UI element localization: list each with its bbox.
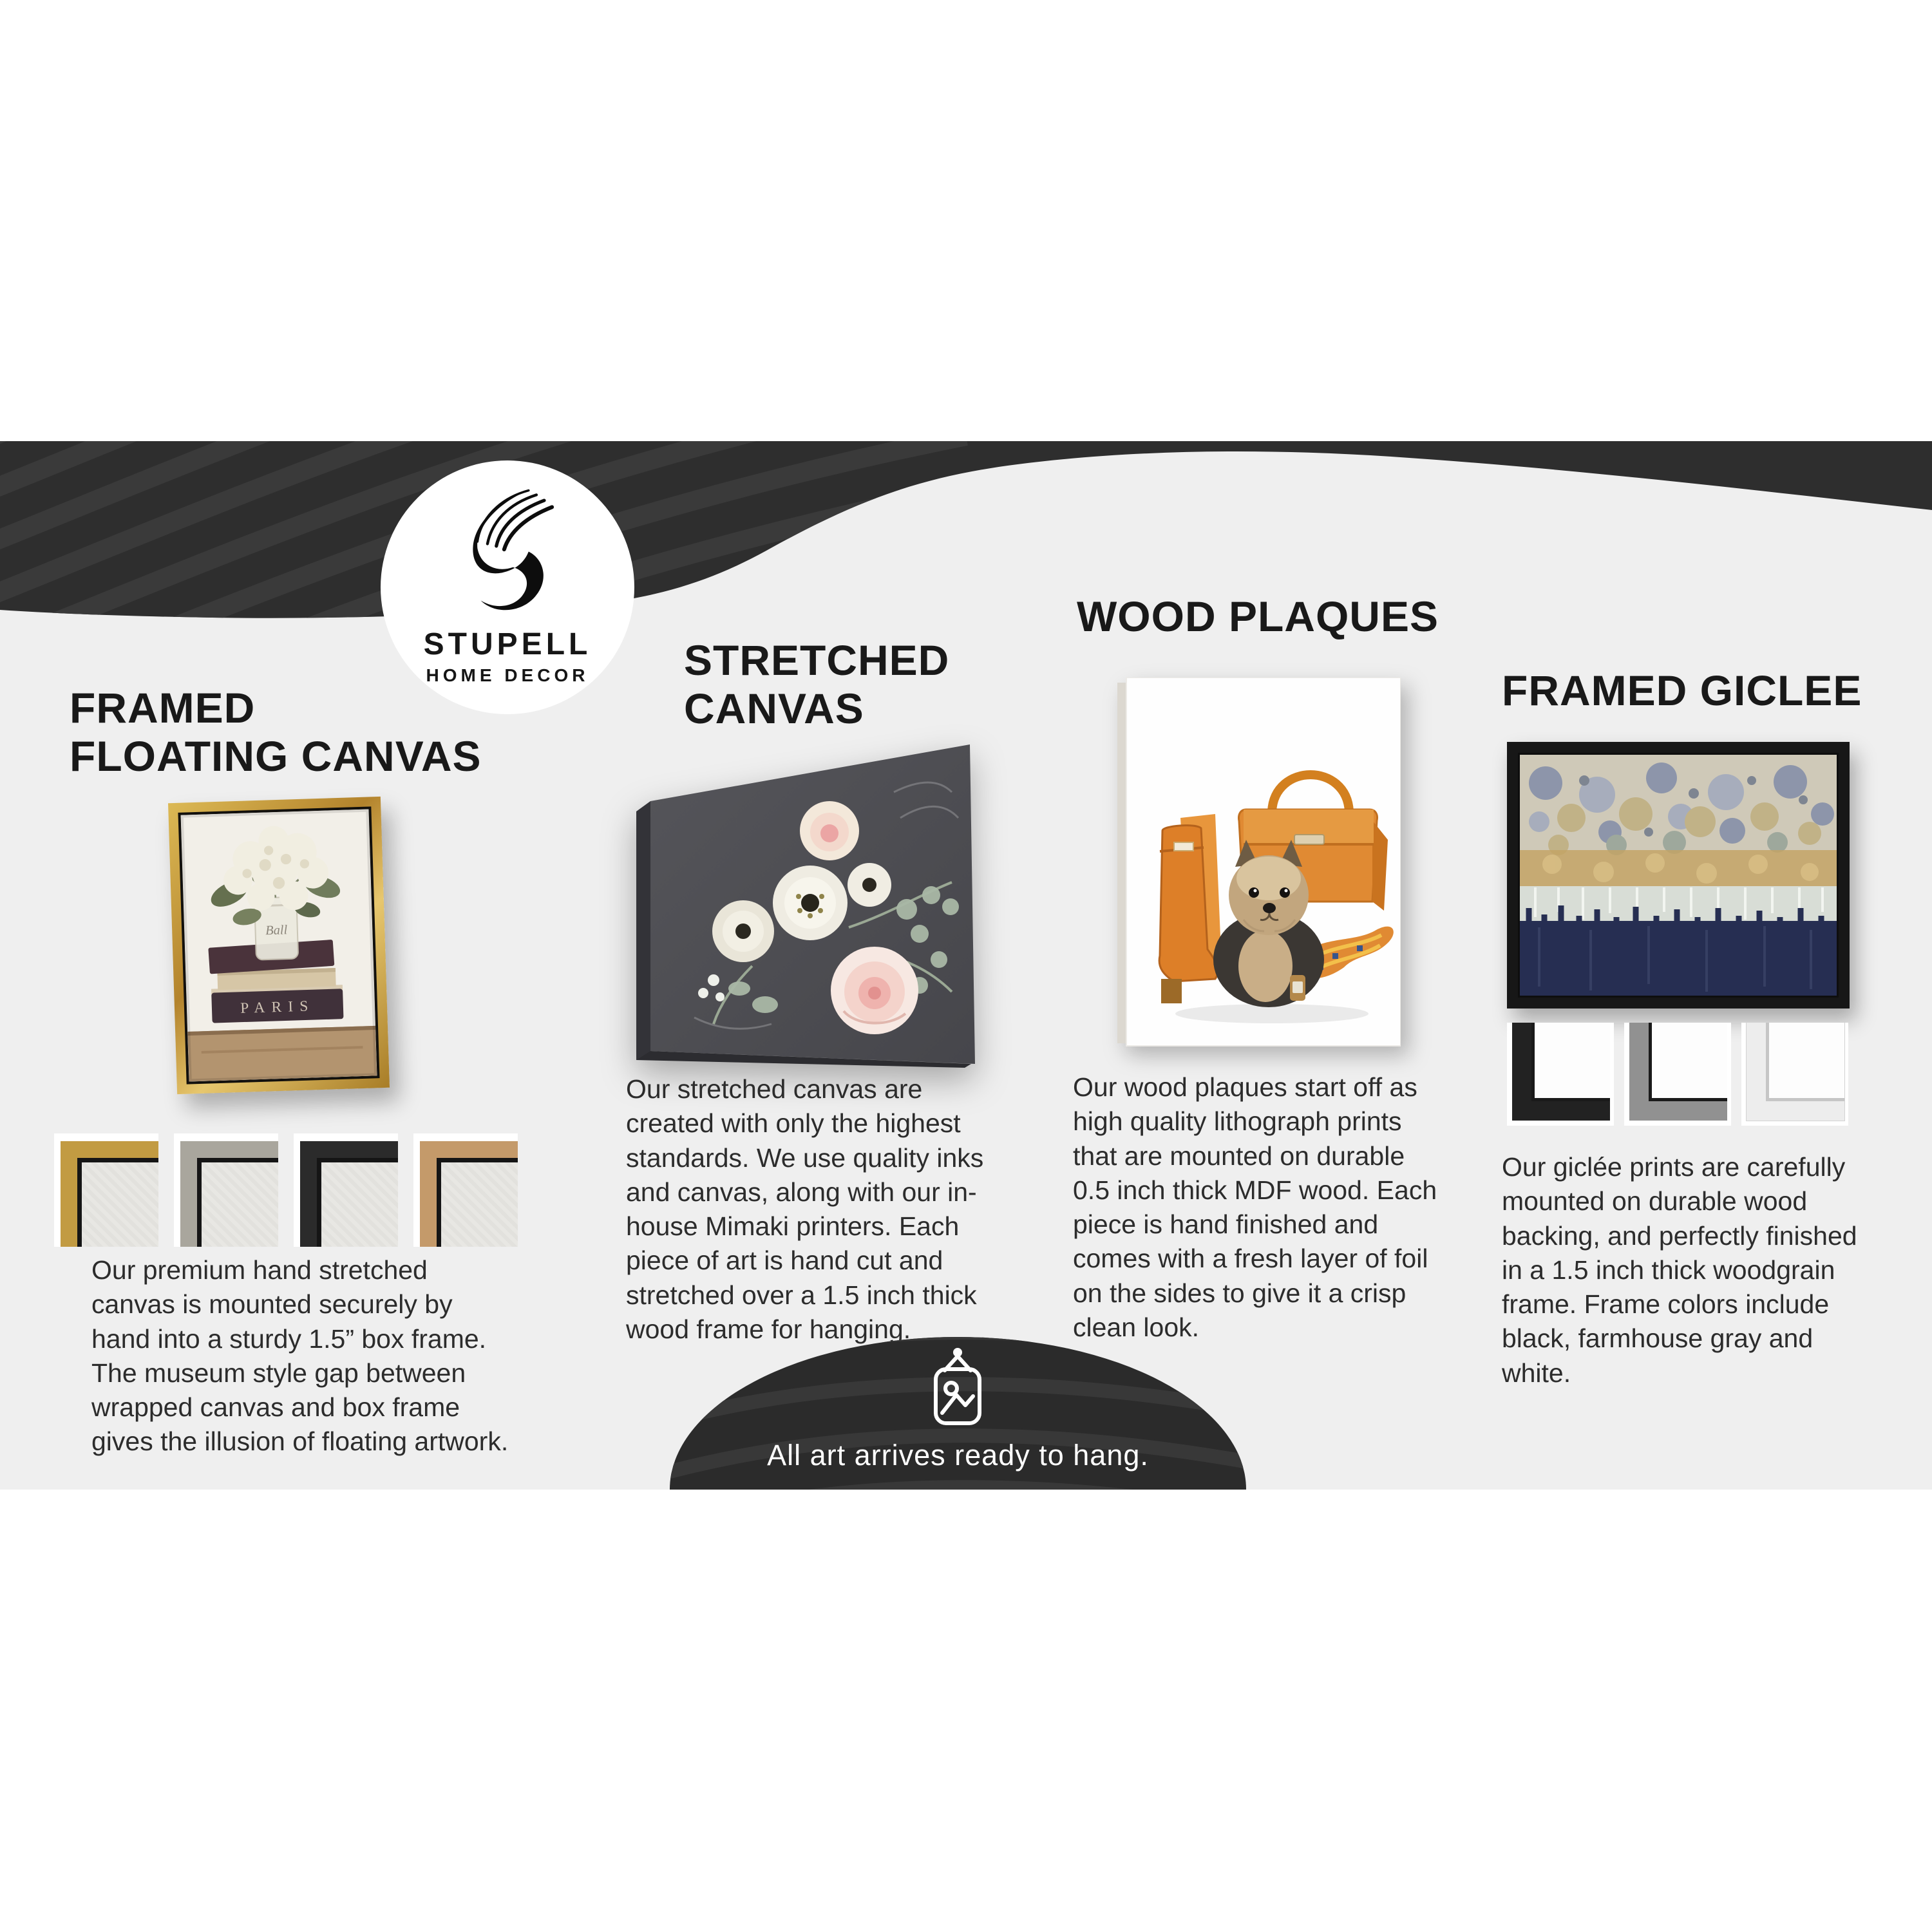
floating-frame-swatch-wood [413,1133,518,1247]
floating-canvas-description: Our premium hand stretched canvas is mounted securely by hand into a sturdy 1.5” box frame. The museum style gap between wrapped canvas and box frame gives the illusion of floating artwork. [91,1255,509,1457]
framed-giclee-description: Our giclée prints are carefully mounted on durable wood backing, and perfectly finished in a 1.5 inch thick woodgrain frame. Frame colors include black, farmhouse gray and white. [1502,1152,1857,1388]
top-wave-decoration [0,441,1932,634]
title-line: STRETCHED [684,636,950,684]
floating-frame-swatch-black [294,1133,398,1247]
brand-logo-medallion [381,460,634,714]
floating-canvas-museum-gap [178,806,379,1084]
title-line: WOOD PLAQUES [1077,592,1439,640]
title-line: CANVAS [684,684,864,732]
brand-name: STUPELL [423,627,592,661]
brand-tagline: HOME DECOR [426,665,589,685]
footer-dome [670,1337,1246,1490]
section-title-wood-plaques [1077,592,1463,641]
wood-plaque-product-image [1117,677,1401,1053]
stretched-canvas-description: Our stretched canvas are created with only the highest standards. We use quality inks and canvas, along with our in-house Mimaki printers. Each piece of art is hand cut and stretched over a 1.5 inch thick wood frame for hanging. [626,1074,984,1345]
giclee-frame-swatch-white [1741,1023,1848,1126]
title-line: FRAMED [70,684,256,732]
floral-paris-artwork [181,810,377,1082]
section-title-framed-floating-canvas [70,684,559,780]
title-line: FRAMED GICLEE [1502,667,1862,714]
giclee-frame-swatch-black [1507,1023,1614,1126]
floating-canvas-product-image [168,797,390,1094]
floating-frame-swatch-gold [54,1133,158,1247]
title-line: FLOATING CANVAS [70,732,482,780]
framed-giclee-product-image [1507,742,1850,1009]
stupell-s-logo-icon [446,480,569,628]
giclee-frame-swatch-gray [1624,1023,1731,1126]
paris-book-label: PARIS [240,998,315,1017]
footer-message: All art arrives ready to hang. [767,1439,1149,1472]
stretched-canvas-product-image [617,734,987,1075]
floating-frame-swatch-silver [174,1133,278,1247]
section-title-stretched-canvas [684,636,1019,732]
jar-label: Ball [265,923,288,938]
section-title-framed-giclee [1502,667,1888,715]
ready-to-hang-icon [927,1346,989,1436]
wood-plaques-description: Our wood plaques start off as high quality lithograph prints that are mounted on durable 0.5 inch thick MDF wood. Each piece is hand finished and comes with a fresh layer of foil on the sides to give it a crisp clean look. [1073,1072,1437,1343]
